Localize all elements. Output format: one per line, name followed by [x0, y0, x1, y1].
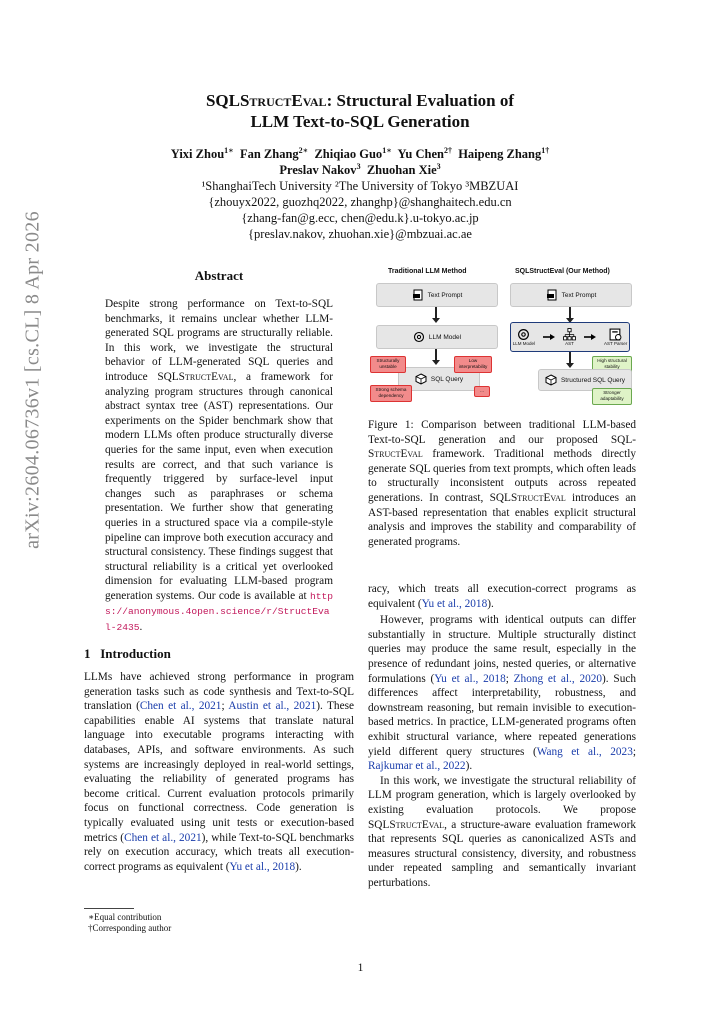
author-name: Zhuohan Xie	[366, 163, 437, 177]
affiliation-line: ¹ShanghaiTech University ²The University of Tokyo ³MBZUAI	[201, 179, 519, 193]
structured-sql-query-label: Structured SQL Query	[560, 376, 626, 384]
arrow-down-icon	[435, 349, 437, 361]
llm-logo-icon	[413, 331, 425, 343]
paper-title	[80, 90, 640, 132]
text-prompt-box-left	[376, 283, 498, 307]
citation-link[interactable]: Yu et al., 2018	[421, 597, 488, 610]
llm-model-label: LLM Model	[428, 333, 462, 341]
intro-paragraph-left	[84, 670, 354, 892]
pipeline-parser	[604, 328, 627, 346]
body-text: However, programs with identical outputs can differ substantially in structure. Multiple structurally distinct queries may produce the same result, especially in the presence of redundant joins, nested queries, or alternative formulations (	[368, 614, 636, 685]
abstract-heading: Abstract	[194, 268, 244, 283]
pipeline-ast	[563, 328, 576, 346]
section-title: Introduction	[100, 646, 171, 661]
author-name: Zhiqiao Guo	[314, 147, 383, 161]
citation-link[interactable]: Chen et al., 2021	[139, 700, 222, 713]
framework-name: SQLStructEval	[157, 370, 234, 383]
tag-stronger-adaptability: Stronger adaptability	[592, 388, 632, 405]
author-name: Haipeng Zhang	[458, 147, 542, 161]
author-name: Yixi Zhou	[170, 147, 225, 161]
sql-cube-icon	[545, 374, 557, 386]
caption-text: Figure 1: Comparison between traditional LLM-based Text-to-SQL generation and our proposed SQL-	[368, 419, 636, 446]
pipeline-llm-label: LLM Model	[512, 341, 536, 346]
citation-link[interactable]: Zhong et al., 2020	[513, 672, 603, 685]
author-name: Yu Chen	[397, 147, 444, 161]
arrow-down-icon	[569, 352, 571, 364]
llm-logo-icon	[517, 328, 530, 341]
tag-low-interpretability: Low interpretability	[454, 356, 492, 373]
body-text: In this work, we investigate the structural reliability of LLM program generation, which is largely overlooked by existing evaluation protocols. We propose	[368, 774, 636, 816]
pipeline-llm	[513, 328, 535, 346]
title-line-2: LLM Text-to-SQL Generation	[250, 112, 470, 131]
page-number: 1	[357, 962, 364, 974]
pipeline-parser-label: AST Parser	[604, 341, 628, 346]
body-text: ).	[295, 860, 302, 873]
body-text: , a structure-aware evaluation framework that represents SQL queries as canonicalized ASTs and measures structural consistency, diversity, and robustness under repeated sampling and semantically invariant perturbations.	[368, 818, 636, 889]
footnote-rule	[84, 908, 134, 909]
footnote-corresponding-author: †Corresponding author	[88, 923, 172, 933]
author-affil-marker: 3	[436, 161, 441, 171]
caption-text: framework. Traditional methods directly generate SQL queries from text prompts, which often leads to structurally inconsistent outputs across repeated generations. In contrast, SQL	[368, 448, 636, 504]
affiliations	[80, 178, 640, 242]
sql-query-label: SQL Query	[430, 375, 464, 383]
tag-structurally-unstable: Structurally unstable	[370, 356, 406, 373]
author-name: Fan Zhang	[239, 147, 299, 161]
citation-link[interactable]: Wang et al., 2023	[536, 745, 633, 758]
author-name: Preslav Nakov	[279, 163, 357, 177]
author-affil-marker: 2∗	[298, 145, 309, 155]
abstract-text: .	[139, 621, 143, 634]
abstract-body	[105, 297, 333, 636]
body-text: ). Such differences affect interpretability, robustness, and downstream reasoning, but remain invisible to execution-based metrics. In practice, LLM-generated programs often exhibit structural variance, where repeated generations yield different query structures (	[368, 672, 637, 758]
body-text: ;	[221, 700, 229, 713]
figure-1-caption	[368, 418, 636, 549]
tag-high-structural-stability: High structural stability	[592, 356, 632, 373]
author-affil-marker: 2†	[443, 145, 452, 155]
framework-name: SQLStructEval	[205, 91, 327, 110]
body-text: ), while Text-to-SQL benchmarks rely on execution accuracy, which treats all execution-correct programs as equivalent (	[84, 831, 354, 873]
arxiv-identifier: arXiv:2604.06736v1 [cs.CL] 8 Apr 2026	[21, 211, 44, 549]
tag-strong-schema-dependency: Strong schema dependency	[370, 385, 412, 402]
caption-text: introduces an AST-based representation that enables explicit structural analysis and improves the stability and comparability of generated programs.	[368, 491, 636, 548]
body-text: ).	[465, 760, 473, 773]
structured-pipeline-box	[510, 322, 630, 352]
arrow-right-icon	[543, 334, 555, 340]
arrow-right-icon	[584, 334, 596, 340]
footnote-equal-contribution: ∗Equal contribution	[88, 912, 162, 922]
body-text: LLMs have achieved strong performance in program generation tasks such as code synthesis and Text-to-SQL translation (	[84, 671, 354, 713]
text-prompt-label: Text Prompt	[561, 291, 597, 299]
arxiv-sidebar-stamp	[8, 80, 58, 680]
pipeline-ast-label: AST	[565, 341, 574, 346]
framework-name: StructEval	[510, 491, 566, 504]
text-file-icon	[546, 289, 558, 301]
author-affil-marker: 1†	[541, 145, 550, 155]
citation-link[interactable]: Yu et al., 2018	[434, 672, 506, 685]
sql-cube-icon	[415, 373, 427, 385]
email-line: {zhang-fan@g.ecc, chen@edu.k}.u-tokyo.ac.jp	[241, 211, 479, 225]
author-affil-marker: 1∗	[382, 145, 392, 155]
email-line: {preslav.nakov, zhuohan.xie}@mbzuai.ac.ae	[248, 227, 472, 241]
figure-1	[368, 268, 634, 410]
ast-parser-icon	[609, 328, 622, 341]
framework-name: SQLStructEval	[368, 818, 445, 831]
citation-link[interactable]: Yu et al., 2018	[229, 860, 296, 873]
figure-right-title: SQLStructEval (Our Method)	[515, 268, 610, 275]
body-text: ;	[505, 672, 514, 685]
title-line-1-rest: : Structural Evaluation of	[326, 91, 515, 110]
ast-tree-icon	[563, 328, 576, 341]
abstract-text: Despite strong performance on Text-to-SQL benchmarks, it remains unclear whether LLM-generated SQL programs are structurally reliable. In this work, we investigate the structural behavior of LLM-generated SQL queries and introduce	[105, 298, 333, 383]
arrow-down-icon	[569, 307, 571, 319]
abstract-text: , a framework for analyzing program structures through canonical abstract syntax tree (AST) representations. Our experiments on the Spider benchmark show that modern LLMs often produce structurally diverse queries for the same input, even when execution results are correct, and that such variance is frequently triggered by surface-level input changes such as paraphrases or schema presentation. We further show that generating queries in a structured space via a compile-style pipeline can improve both execution accuracy and structural consistency. These findings suggest that structural reliability is a critical yet overlooked dimension for evaluating LLM-based program generation systems. Our code is available at	[105, 370, 333, 602]
citation-link[interactable]: Rajkumar et al., 2022	[368, 760, 466, 773]
author-list	[80, 146, 640, 178]
framework-name: StructEval	[368, 448, 423, 461]
llm-model-box-left	[376, 325, 498, 349]
footnotes	[88, 912, 338, 934]
text-prompt-box-right	[510, 283, 632, 307]
section-number: 1	[84, 646, 91, 661]
intro-paragraph-right: racy, which treats all execution-correct programs as equivalent (Yu et al., 2018). However, programs with identical outputs can differ substantially in structure. Multiple structurally distinct queries may produce the same result, especially in the presence of redundant joins, nested queries, or alternative formulations (Yu et al., 2018; Zhong et al., 2020). Such differences affect interpretability, robustness, and downstream reasoning, but remain invisible to execution-based metrics. In practice, LLM-generated programs often exhibit structural variance, where repeated generations yield different query structures (Wang et al., 2023; Rajkumar et al., 2022). In this work, we investigate the structural reliability of LLM program generation, which is largely overlooked by existing evaluation protocols. We propose SQLStructEval, a structure-aware evaluation framework that represents SQL queries as canonicalized ASTs and measures structural consistency, diversity, and robustness under repeated sampling and semantically invariant perturbations.	[368, 583, 637, 889]
figure-left-title: Traditional LLM Method	[388, 268, 467, 275]
body-text: ;	[632, 745, 636, 758]
code-link[interactable]: https://anonymous.4open.science/r/StructEval-2435	[105, 590, 333, 634]
author-affil-marker: 1∗	[224, 145, 234, 155]
email-line: {zhouyx2022, guozhq2022, zhanghp}@shanghaitech.edu.cn	[208, 195, 512, 209]
title-line-1	[80, 90, 640, 111]
author-affil-marker: 3	[356, 161, 361, 171]
body-text: ). These capabilities enable AI systems that translate natural language into executable programs interacting with databases, APIs, and software environments. As such systems are increasingly deployed in real-world settings, evaluating the reliability of generated programs has become critical. Current evaluation protocols primarily focus on functional correctness. Code generation is typically evaluated using unit tests or execution-based metrics (	[84, 700, 354, 844]
text-file-icon	[412, 289, 424, 301]
citation-link[interactable]: Austin et al., 2021	[228, 700, 317, 713]
tag-ellipsis: ...	[474, 386, 490, 397]
arrow-down-icon	[435, 307, 437, 319]
citation-link[interactable]: Chen et al., 2021	[124, 831, 202, 844]
text-prompt-label: Text Prompt	[427, 291, 463, 299]
section-heading-introduction	[84, 646, 171, 662]
